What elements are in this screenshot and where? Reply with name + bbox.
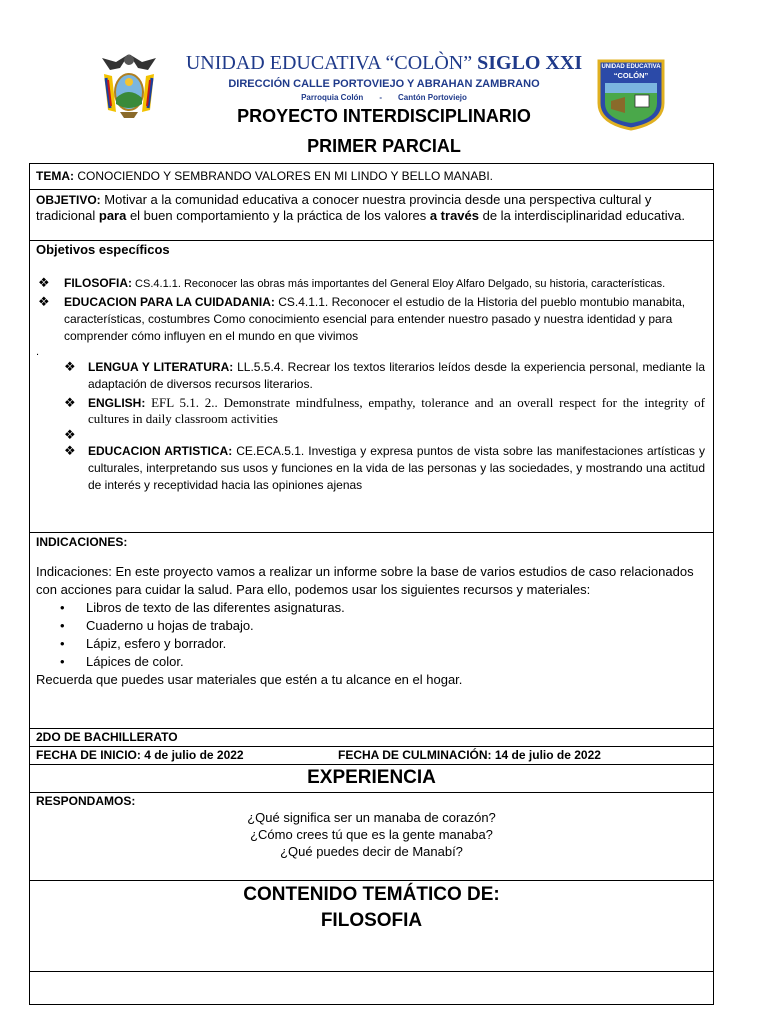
diamond-bullet-icon: ❖ — [64, 443, 76, 458]
objetivo-row: OBJETIVO: Motivar a la comunidad educativa a conocer nuestra provincia desde una perspectiva cultural y tradicional para el buen comportamiento y la práctica de los valores a través de la interdisciplinaridad educativa. — [29, 190, 714, 241]
fecha-culminacion: FECHA DE CULMINACIÓN: 14 de julio de 2022 — [338, 748, 601, 762]
english-objective: ❖ ENGLISH: EFL 5.1. 2.. Demonstrate mindfulness, empathy, tolerance and an overall respect for the integrity of cultures in daily classroom activities — [64, 395, 705, 426]
list-item: • Cuaderno u hojas de trabajo. — [86, 617, 707, 635]
diamond-bullet-icon: ❖ — [64, 427, 76, 442]
indicaciones-intro: Indicaciones: En este proyecto vamos a realizar un informe sobre la base de varios estudios de caso relacionados con acciones para cuidar la salud. Para ello, podemos usar los siguientes recursos y materiales: — [36, 564, 694, 597]
respondamos-label: RESPONDAMOS: — [36, 794, 136, 808]
civica-objective: ❖ EDUCACION PARA LA CUIDADANIA: CS.4.1.1. Reconocer el estudio de la Historia del pueblo montubio manabita, características, costumbres Como conocimiento esencial para entender nuestro pasado y nuestra identidad y para comprender cómo influyen en el mundo en que vivimos — [38, 294, 686, 343]
diamond-bullet-icon: ❖ — [38, 294, 50, 309]
diamond-bullet-icon: ❖ — [64, 359, 76, 374]
respondamos-section — [29, 793, 714, 881]
contenido-title: CONTENIDO TEMÁTICO DE: — [243, 884, 500, 905]
contenido-subject: FILOSOFIA — [320, 910, 423, 931]
question-2: ¿Cómo crees tú que es la gente manaba? — [250, 827, 493, 842]
objetivos-especificos-section: Objetivos específicos ❖ FILOSOFIA: CS.4.1.1. Reconocer las obras más importantes del General Eloy Alfaro Delgado, su historia, características. ❖ EDUCACION PARA LA CUIDADANIA: CS.4.1.1. Reconocer el estudio de la Historia del pueblo montubio manabita, características, costumbres Como conocimiento esencial para entender nuestro pasado y nuestra identidad y para comprender cómo influyen en el mundo en que vivimos . ❖ LENGUA Y LITERATURA: LL.5.5.4. Recrear los textos literarios leídos desde la experiencia personal, mediante la adaptación de diversos recursos literarios. ❖ ENGLISH: EFL 5.1. 2.. Demonstrate mindfulness, empathy, tolerance and an overall respect for the integrity of cultures in daily classroom activities ❖ ❖ EDUCACION ARTISTICA: CE.ECA.5.1. Investiga y expresa puntos de vista sobre las manifestaciones artísticas y culturales, interpretando sus usos y funciones en la vida de las personas y las sociedades, y mostrando una actitud de interés y receptividad hacia las opiniones ajenas — [29, 241, 714, 533]
svg-text:“COLÓN”: “COLÓN” — [613, 71, 649, 80]
empty-objective — [36, 427, 707, 443]
period-title: PRIMER PARCIAL — [307, 136, 461, 156]
question-3: ¿Qué puedes decir de Manabí? — [280, 844, 463, 859]
school-address: DIRECCIÓN CALLE PORTOVIEJO Y ABRAHAN ZAMBRANO — [228, 78, 540, 90]
materials-list — [36, 599, 707, 671]
especificos-heading: Objetivos específicos — [36, 242, 170, 257]
lengua-objective: ❖ LENGUA Y LITERATURA: LL.5.5.4. Recrear los textos literarios leídos desde la experiencia personal, mediante la adaptación de diversos recursos literarios. — [64, 359, 705, 391]
empty-row — [29, 972, 714, 1005]
curso-row: 2DO DE BACHILLERATO — [29, 729, 714, 747]
artistica-objective: ❖ EDUCACION ARTISTICA: CE.ECA.5.1. Investiga y expresa puntos de vista sobre las manifestaciones artísticas y culturales, interpretando sus usos y funciones en la vida de las personas y las sociedades, y mostrando una actitud de interés y receptividad hacia las opiniones ajenas — [64, 443, 705, 492]
filosofia-objective: ❖ FILOSOFIA: CS.4.1.1. Reconocer las obras más importantes del General Eloy Alfaro Delgado, su historia, características. — [38, 275, 666, 290]
school-location: Parroquia Colón - Cantón Portoviejo — [301, 93, 467, 102]
diamond-bullet-icon: ❖ — [64, 395, 76, 410]
contenido-section — [29, 881, 714, 972]
indicaciones-closing: Recuerda que puedes usar materiales que estén a tu alcance en el hogar. — [36, 672, 463, 687]
experiencia-title: EXPERIENCIA — [29, 765, 714, 793]
list-item: • Lápiz, esfero y borrador. — [86, 635, 707, 653]
diamond-bullet-icon: ❖ — [38, 275, 50, 290]
svg-text:UNIDAD EDUCATIVA: UNIDAD EDUCATIVA — [601, 64, 661, 70]
indicaciones-heading: INDICACIONES: — [36, 535, 128, 549]
question-1: ¿Qué significa ser un manaba de corazón? — [247, 810, 496, 825]
indicaciones-section — [29, 533, 714, 729]
list-item: • Lápices de color. — [86, 653, 707, 671]
fechas-row — [29, 747, 714, 765]
ecuador-coat-of-arms-icon — [98, 50, 160, 122]
list-item: • Libros de texto de las diferentes asignaturas. — [86, 599, 707, 617]
school-name: UNIDAD EDUCATIVA “COLÒN” SIGLO XXI — [185, 52, 583, 74]
tema-row: TEMA: CONOCIENDO Y SEMBRANDO VALORES EN MI LINDO Y BELLO MANABI. — [29, 163, 714, 190]
fecha-inicio: FECHA DE INICIO: 4 de julio de 2022 — [36, 748, 244, 762]
project-title: PROYECTO INTERDISCIPLINARIO — [237, 106, 531, 126]
